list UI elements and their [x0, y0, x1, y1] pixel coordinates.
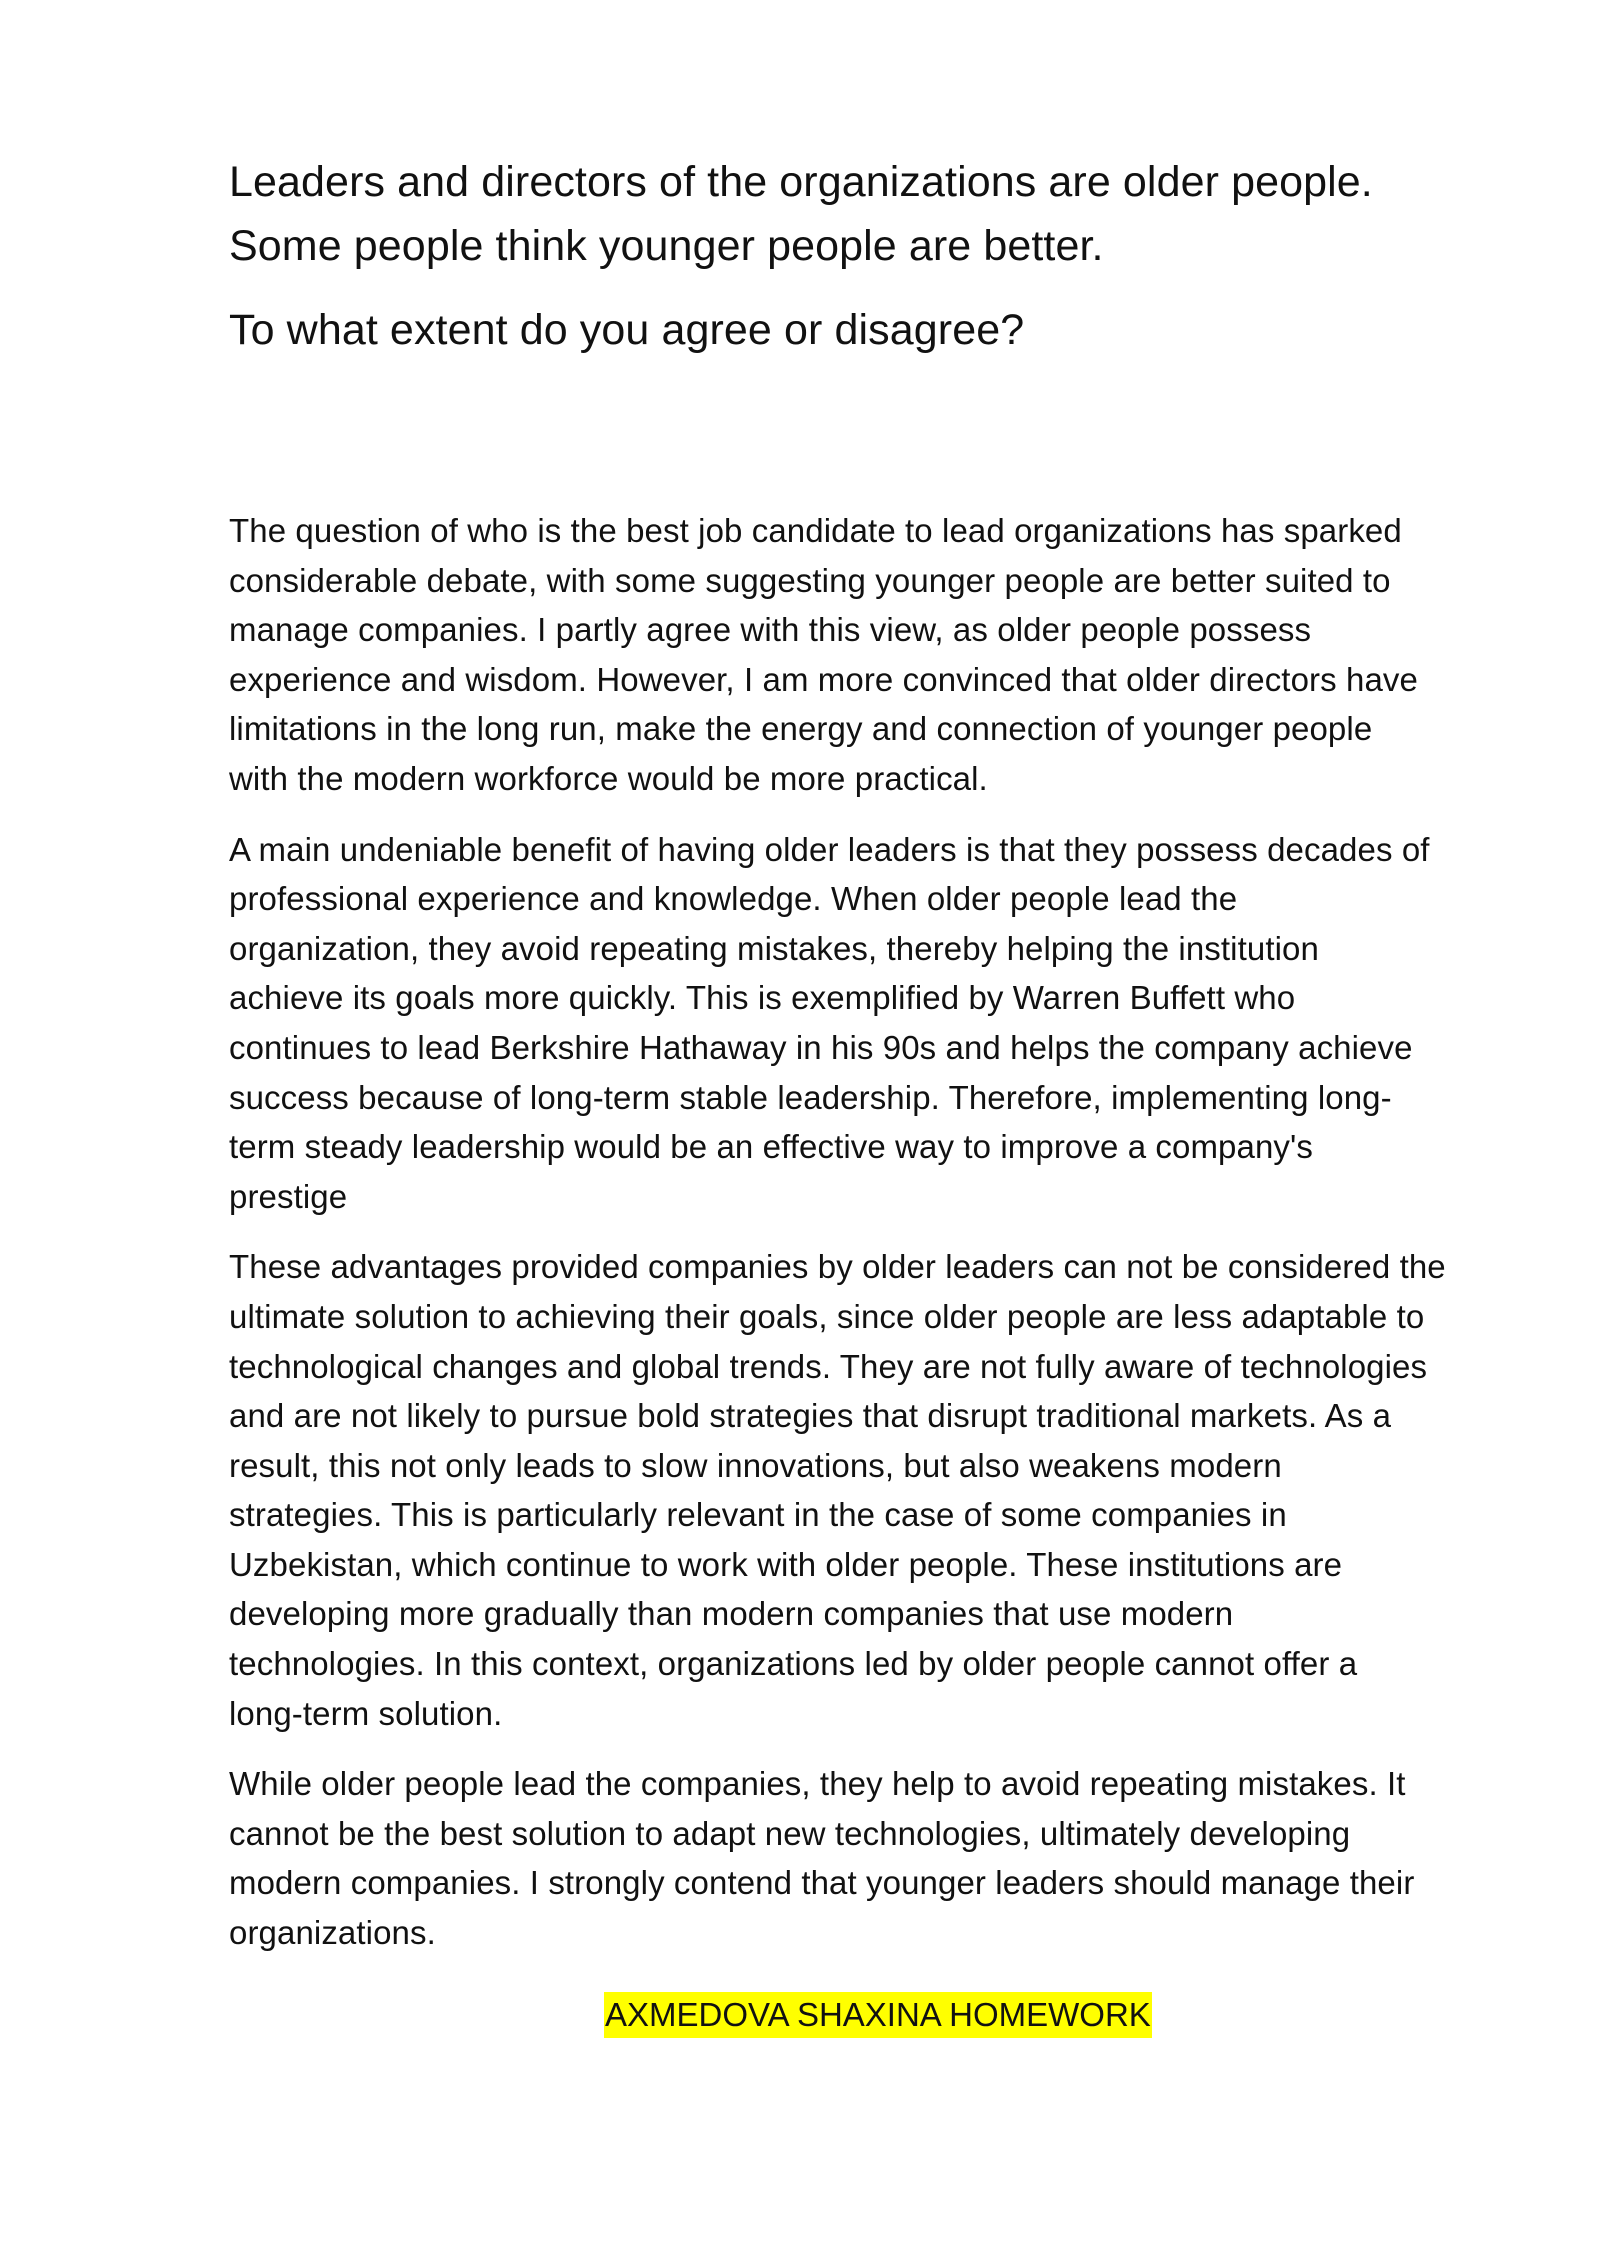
essay-line: While older people lead the companies, they help to avoid repeating mistakes. It [229, 1765, 1406, 1803]
essay-line: achieve its goals more quickly. This is exemplified by Warren Buffett who [229, 979, 1296, 1017]
essay-line: experience and wisdom. However, I am more convinced that older directors have [229, 660, 1418, 698]
essay-prompt [229, 150, 1504, 362]
essay-line: continues to lead Berkshire Hathaway in his 90s and helps the company achieve [229, 1028, 1413, 1066]
essay-line: and are not likely to pursue bold strategies that disrupt traditional markets. As a [229, 1397, 1392, 1435]
essay-line: success because of long-term stable leadership. Therefore, implementing long- [229, 1078, 1392, 1116]
essay-line: limitations in the long run, make the energy and connection of younger people [229, 710, 1373, 748]
essay-line: prestige [229, 1177, 348, 1215]
essay-line: result, this not only leads to slow innovations, but also weakens modern [229, 1446, 1282, 1484]
essay-line: long-term solution. [229, 1694, 503, 1732]
essay-body [229, 506, 1504, 1979]
essay-line: modern companies. I strongly contend that younger leaders should manage their [229, 1864, 1415, 1902]
essay-paragraph-body-2 [229, 1242, 1504, 1738]
essay-line: term steady leadership would be an effective way to improve a company's [229, 1128, 1314, 1166]
essay-paragraph-intro [229, 506, 1504, 804]
essay-line: cannot be the best solution to adapt new technologies, ultimately developing [229, 1814, 1351, 1852]
prompt-question: To what extent do you agree or disagree? [229, 306, 1025, 354]
essay-line: Uzbekistan, which continue to work with older people. These institutions are [229, 1545, 1343, 1583]
author-signature-highlight: AXMEDOVA SHAXINA HOMEWORK [604, 1992, 1152, 2038]
essay-line: The question of who is the best job candidate to lead organizations has sparked [229, 512, 1402, 549]
essay-line: with the modern workforce would be more practical. [229, 759, 988, 797]
essay-line: organizations. [229, 1914, 436, 1952]
essay-line: ultimate solution to achieving their goals, since older people are less adaptable to [229, 1297, 1425, 1335]
prompt-line-1: Leaders and directors of the organizations are older people. [229, 158, 1373, 206]
essay-line: technological changes and global trends. They are not fully aware of technologies [229, 1347, 1428, 1385]
essay-line: technologies. In this context, organizations led by older people cannot offer a [229, 1645, 1358, 1683]
essay-line: A main undeniable benefit of having older leaders is that they possess decades of [229, 830, 1430, 868]
essay-line: These advantages provided companies by older leaders can not be considered the [229, 1248, 1446, 1286]
essay-line: organization, they avoid repeating mistakes, thereby helping the institution [229, 929, 1319, 967]
essay-paragraph-conclusion [229, 1759, 1504, 1957]
essay-line: professional experience and knowledge. When older people lead the [229, 880, 1238, 918]
signature-row [229, 1992, 1504, 2038]
essay-line: considerable debate, with some suggesting younger people are better suited to [229, 561, 1391, 599]
document-page [229, 150, 1504, 2033]
essay-paragraph-body-1 [229, 825, 1504, 1222]
essay-line: developing more gradually than modern companies that use modern [229, 1595, 1234, 1633]
essay-line: manage companies. I partly agree with this view, as older people possess [229, 611, 1312, 649]
essay-line: strategies. This is particularly relevant in the case of some companies in [229, 1496, 1287, 1534]
prompt-line-2: Some people think younger people are better. [229, 222, 1104, 270]
